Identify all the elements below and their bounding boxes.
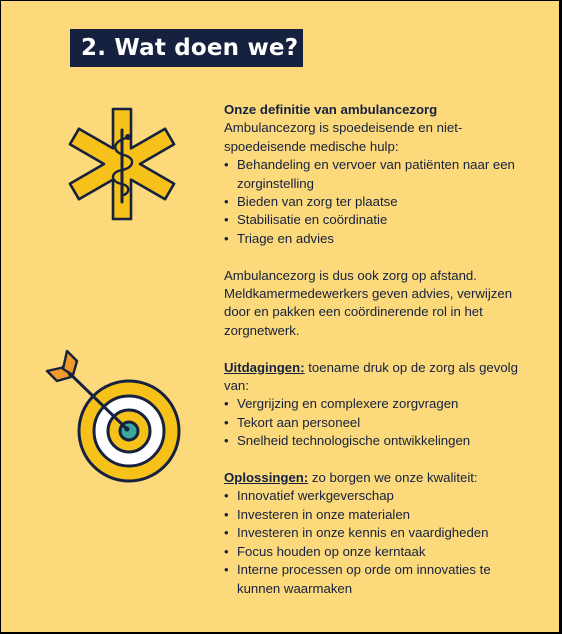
star-of-life-icon (67, 105, 177, 223)
list-item: • Investeren in onze kennis en vaardigheden (224, 524, 524, 542)
solutions-intro (224, 469, 524, 487)
list-item: • Interne processen op orde om innovaties te kunnen waarmaken (224, 561, 524, 598)
challenges-text: toename druk op de zorg als gevolg van: (224, 359, 518, 394)
list-item: • Vergrijzing en complexere zorgvragen (224, 395, 524, 413)
page (1, 1, 559, 632)
list-item: • Bieden van zorg ter plaatse (224, 193, 524, 211)
remote-care-text: Ambulancezorg is dus ook zorg op afstand. Meldkamermedewerkers geven advies, verwijzen door en pakken een coördinerende rol in het zorgnetwerk. (224, 267, 513, 338)
challenges-label: Uitdagingen: (224, 359, 305, 375)
list-item: • Snelheid technologische ontwikkelingen (224, 432, 524, 450)
definition-list (224, 156, 524, 248)
list-item: • Stabilisatie en coördinatie (224, 211, 524, 229)
target-icon (43, 347, 183, 487)
list-item: • Investeren in onze materialen (224, 506, 524, 524)
challenges-intro (224, 359, 524, 396)
definition-intro: Ambulancezorg is spoedeisende en niet-spoedeisende medische hulp: (224, 120, 463, 154)
solutions-list (224, 487, 524, 597)
challenges-list (224, 395, 524, 450)
list-item: • Tekort aan personeel (224, 414, 524, 432)
list-item: • Triage en advies (224, 230, 524, 248)
solutions-label: Oplossingen: (224, 470, 309, 486)
solutions-text: zo borgen we onze kwaliteit: (308, 470, 478, 486)
list-item: • Focus houden op onze kerntaak (224, 543, 524, 561)
list-item: • Innovatief werkgeverschap (224, 487, 524, 505)
content-column (224, 101, 524, 598)
definition-heading: Onze definitie van ambulancezorg (224, 102, 438, 117)
page-title: 2. Wat doen we? (70, 29, 303, 67)
list-item: • Behandeling en vervoer van patiënten naar een zorginstelling (224, 156, 524, 193)
